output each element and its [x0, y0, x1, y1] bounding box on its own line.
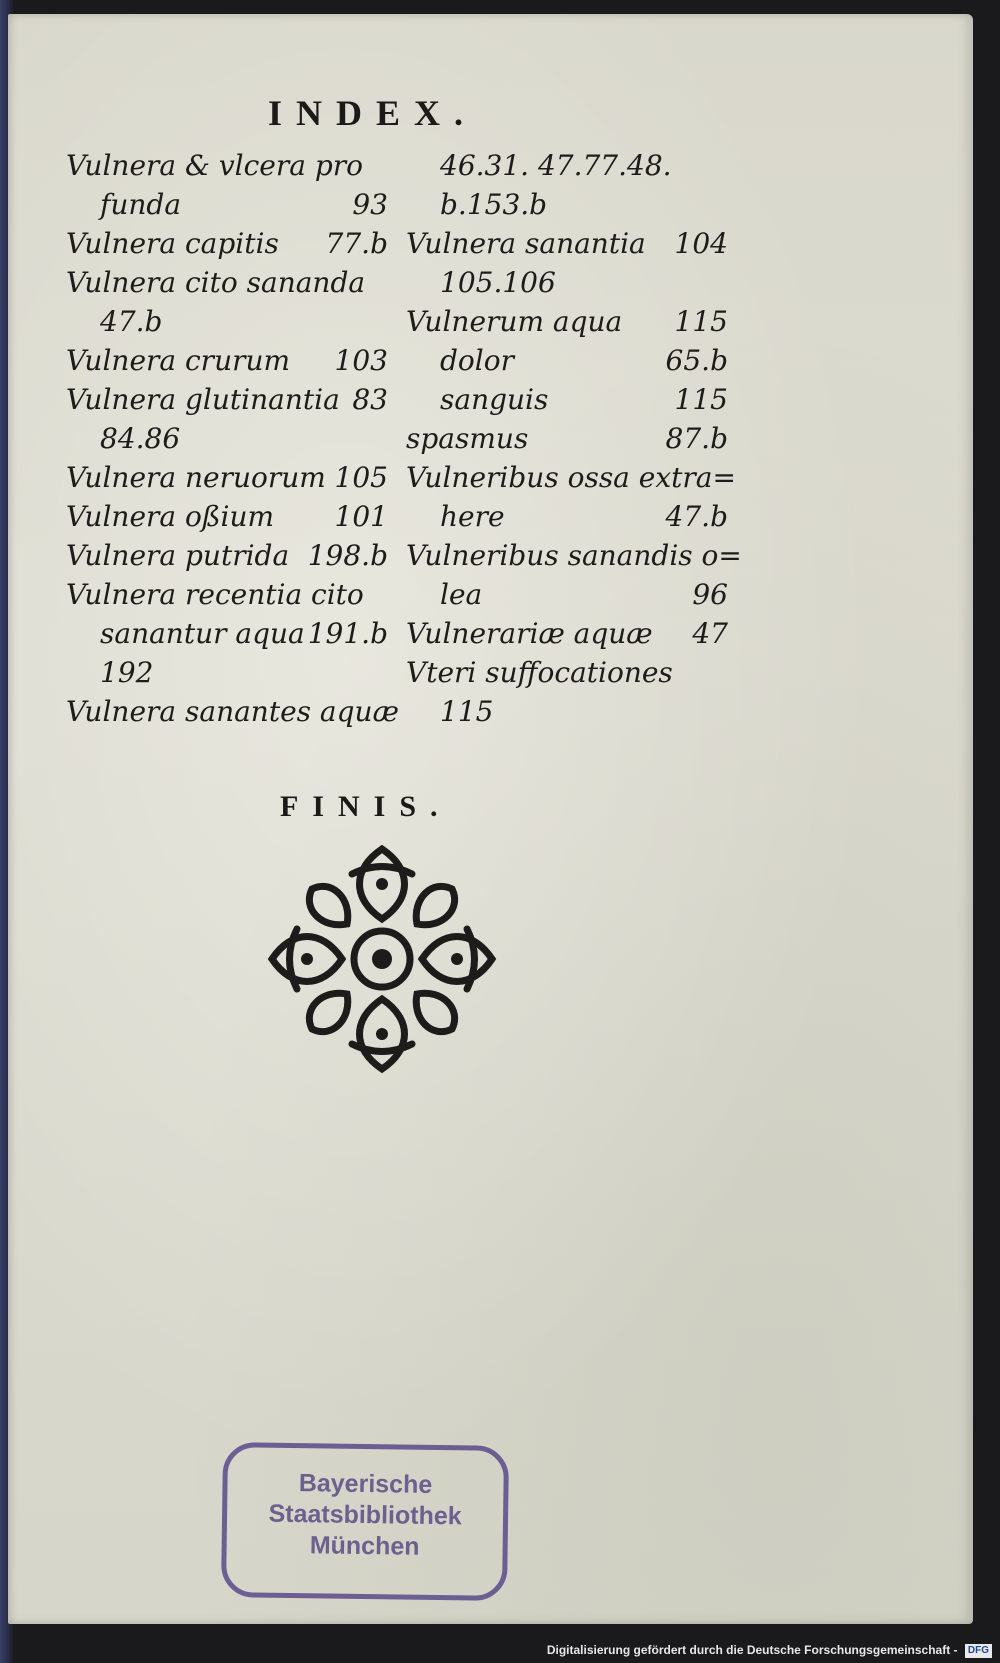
library-stamp: [221, 1442, 509, 1601]
index-page-ref: 104: [674, 227, 728, 260]
index-entry: [66, 224, 388, 263]
index-term: here: [440, 500, 505, 533]
index-entry: [66, 497, 388, 536]
index-entry: [66, 575, 388, 614]
index-term: sanguis: [440, 383, 549, 416]
index-term: Vulnera oßium: [66, 500, 275, 533]
stamp-line-2: Staatsbibliothek: [268, 1499, 462, 1531]
index-entry: [66, 146, 388, 185]
index-page-ref: 65.b: [665, 344, 728, 377]
index-term: spasmus: [406, 422, 529, 455]
index-term: Vulnera neruorum: [66, 461, 326, 494]
index-term: funda: [100, 188, 182, 221]
index-entry: [406, 146, 728, 185]
index-term: Vulnera glutinantia: [66, 383, 340, 416]
index-page-ref: 96: [692, 578, 728, 611]
index-term: sanantur aqua: [100, 617, 305, 650]
index-term: Vulnera crurum: [66, 344, 291, 377]
index-page-ref: 198.b: [307, 539, 388, 572]
index-entry: [66, 536, 388, 575]
index-entry: [66, 302, 388, 341]
printers-ornament: [252, 829, 512, 1089]
index-page-ref: 87.b: [665, 422, 728, 455]
index-entry: [406, 536, 742, 575]
index-page-ref: 191.b: [307, 617, 388, 650]
index-page-ref: 115: [674, 305, 728, 338]
index-page-ref: 47: [692, 617, 728, 650]
index-term: lea: [440, 578, 483, 611]
index-entry: [406, 614, 728, 653]
index-term: Vulneribus sanandis o=: [406, 539, 742, 572]
index-page-ref: 103: [334, 344, 388, 377]
index-entry: [66, 458, 388, 497]
index-entry: [66, 263, 388, 302]
stamp-line-3: München: [309, 1531, 420, 1561]
index-entry: [406, 458, 736, 497]
index-term: Vulnera sanantes aquæ: [66, 695, 399, 728]
index-entry: [66, 380, 388, 419]
index-entry: [66, 341, 388, 380]
finis-heading: FINIS.: [280, 790, 452, 823]
index-term: Vulnera recentia cito: [66, 578, 364, 611]
index-term: Vulnera sanantia: [406, 227, 646, 260]
index-entry: [406, 224, 728, 263]
index-term: 46.31. 47.77.48.: [440, 149, 672, 182]
index-entry: [66, 653, 388, 692]
index-term: b.153.b: [440, 188, 548, 221]
book-page: [8, 14, 973, 1624]
stamp-line-1: Bayerische: [298, 1469, 433, 1499]
index-term: 47.b: [100, 305, 163, 338]
index-term: 105.106: [440, 266, 556, 299]
index-term: Vulneribus ossa extra=: [406, 461, 736, 494]
dfg-logo-icon: DFG: [965, 1644, 992, 1658]
index-term: Vulnera cito sananda: [66, 266, 366, 299]
index-entry: [406, 302, 728, 341]
index-page-ref: 105: [334, 461, 388, 494]
credit-text: Digitalisierung gefördert durch die Deutsche Forschungsgemeinschaft -: [546, 1643, 958, 1657]
index-entry: [406, 341, 728, 380]
index-entry: [406, 380, 728, 419]
index-page-ref: 77.b: [325, 227, 388, 260]
index-term: Vulnera & vlcera pro: [66, 149, 363, 182]
index-term: Vulnera capitis: [66, 227, 279, 260]
index-entry: [406, 575, 728, 614]
index-entry: [406, 419, 728, 458]
index-entry: [406, 185, 728, 224]
index-page-ref: 47.b: [665, 500, 728, 533]
index-entry: [406, 692, 728, 731]
index-term: Vulnerum aqua: [406, 305, 623, 338]
index-entry: [406, 653, 728, 692]
index-entry: [66, 692, 399, 731]
index-term: dolor: [440, 344, 514, 377]
index-entry: [66, 185, 388, 224]
index-entry: [66, 419, 388, 458]
index-entry: [66, 614, 388, 653]
index-term: Vulnera putrida: [66, 539, 290, 572]
index-term: Vulnerariæ aquæ: [406, 617, 653, 650]
index-column-right: [406, 146, 742, 731]
index-term: Vteri suffocationes: [406, 656, 673, 689]
index-page-ref: 101: [334, 500, 388, 533]
index-page-ref: 93: [352, 188, 388, 221]
index-term: 84.86: [100, 422, 181, 455]
digitization-credit: [547, 1639, 992, 1661]
index-column-left: [66, 146, 399, 731]
index-entry: [406, 263, 728, 302]
page-header: INDEX.: [268, 93, 478, 133]
index-page-ref: 83: [352, 383, 388, 416]
index-term: 192: [100, 656, 154, 689]
index-entry: [406, 497, 728, 536]
index-page-ref: 115: [674, 383, 728, 416]
index-term: 115: [440, 695, 494, 728]
